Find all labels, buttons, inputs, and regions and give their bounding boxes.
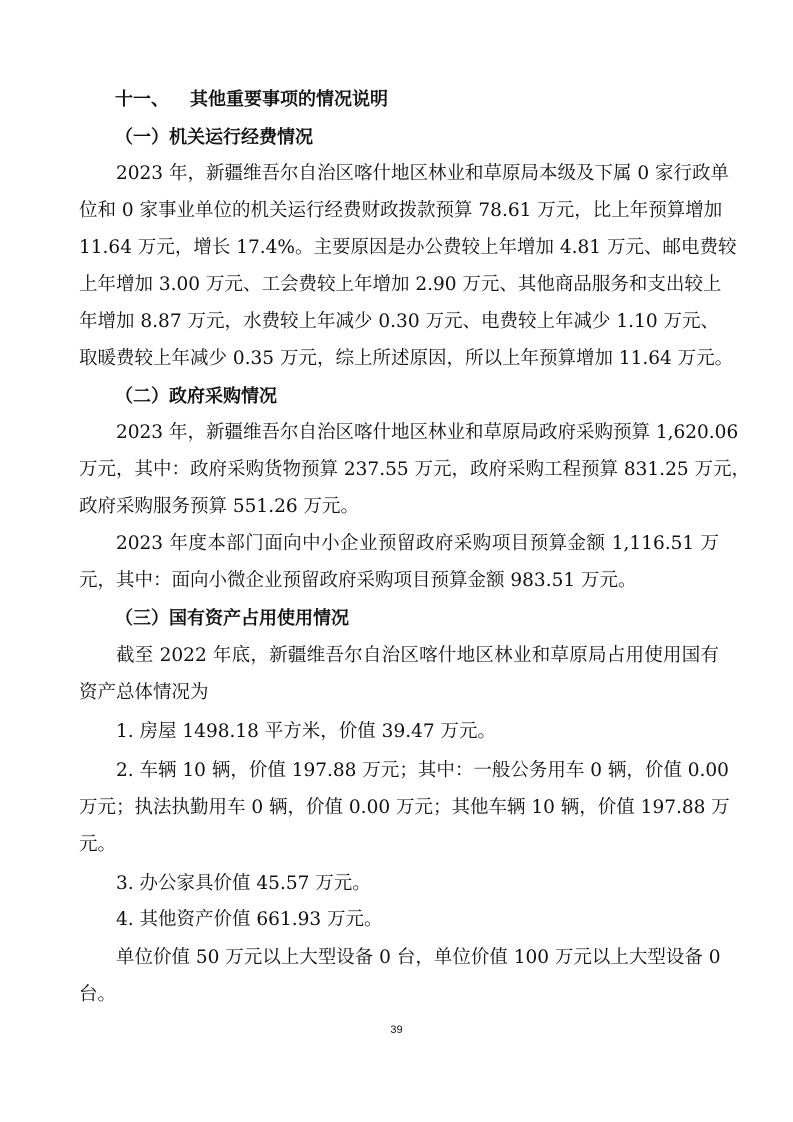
paragraph-line: 台。 <box>79 984 117 1005</box>
list-item: 4. 其他资产价值 661.93 万元。 <box>116 909 383 930</box>
list-item: 2. 车辆 10 辆，价值 197.88 万元；其中：一般公务用车 0 辆，价值 0.00 <box>116 760 729 781</box>
paragraph-line: 单位价值 50 万元以上大型设备 0 台，单位价值 100 万元以上大型设备 0 <box>116 947 721 968</box>
section-number: 十一、 <box>115 89 169 110</box>
paragraph-line: 取暖费较上年减少 0.35 万元，综上所述原因，所以上年预算增加 11.64 万元。 <box>79 348 734 369</box>
subsection-heading-procurement: （二）政府采购情况 <box>115 386 277 407</box>
paragraph-line: 万元，其中：政府采购货物预算 237.55 万元，政府采购工程预算 831.25 万元， <box>79 459 750 480</box>
paragraph-line: 元，其中：面向小微企业预留政府采购项目预算金额 983.51 万元。 <box>79 570 637 591</box>
paragraph-line: 元。 <box>79 834 117 855</box>
subsection-heading-operating-expenses: （一）机关运行经费情况 <box>115 127 313 148</box>
paragraph-line: 政府采购服务预算 551.26 万元。 <box>79 496 359 517</box>
paragraph-line: 位和 0 家事业单位的机关运行经费财政拨款预算 78.61 万元，比上年预算增加 <box>79 200 723 221</box>
paragraph-line: 2023 年，新疆维吾尔自治区喀什地区林业和草原局政府采购预算 1,620.06 <box>116 422 739 443</box>
paragraph-line: 年增加 8.87 万元，水费较上年减少 0.30 万元、电费较上年减少 1.10 万元、 <box>79 311 719 332</box>
paragraph-line: 资产总体情况为 <box>79 682 209 703</box>
paragraph-line: 上年增加 3.00 万元、工会费较上年增加 2.90 万元、其他商品服务和支出较上 <box>79 274 722 295</box>
paragraph-line: 2023 年度本部门面向中小企业预留政府采购项目预算金额 1,116.51 万 <box>116 533 719 554</box>
paragraph-line: 截至 2022 年底，新疆维吾尔自治区喀什地区林业和草原局占用使用国有 <box>116 645 719 666</box>
list-item: 1. 房屋 1498.18 平方米，价值 39.47 万元。 <box>116 721 497 742</box>
paragraph-line: 2023 年，新疆维吾尔自治区喀什地区林业和草原局本级及下属 0 家行政单 <box>116 163 729 184</box>
page-number: 39 <box>390 1024 403 1036</box>
subsection-heading-state-assets: （三）国有资产占用使用情况 <box>115 608 349 629</box>
section-title: 其他重要事项的情况说明 <box>190 89 388 110</box>
paragraph-line: 11.64 万元，增长 17.4%。主要原因是办公费较上年增加 4.81 万元、邮电费较 <box>79 237 737 258</box>
list-item: 3. 办公家具价值 45.57 万元。 <box>116 873 371 894</box>
paragraph-line: 万元；执法执勤用车 0 辆，价值 0.00 万元；其他车辆 10 辆，价值 197.88 万 <box>79 797 730 818</box>
